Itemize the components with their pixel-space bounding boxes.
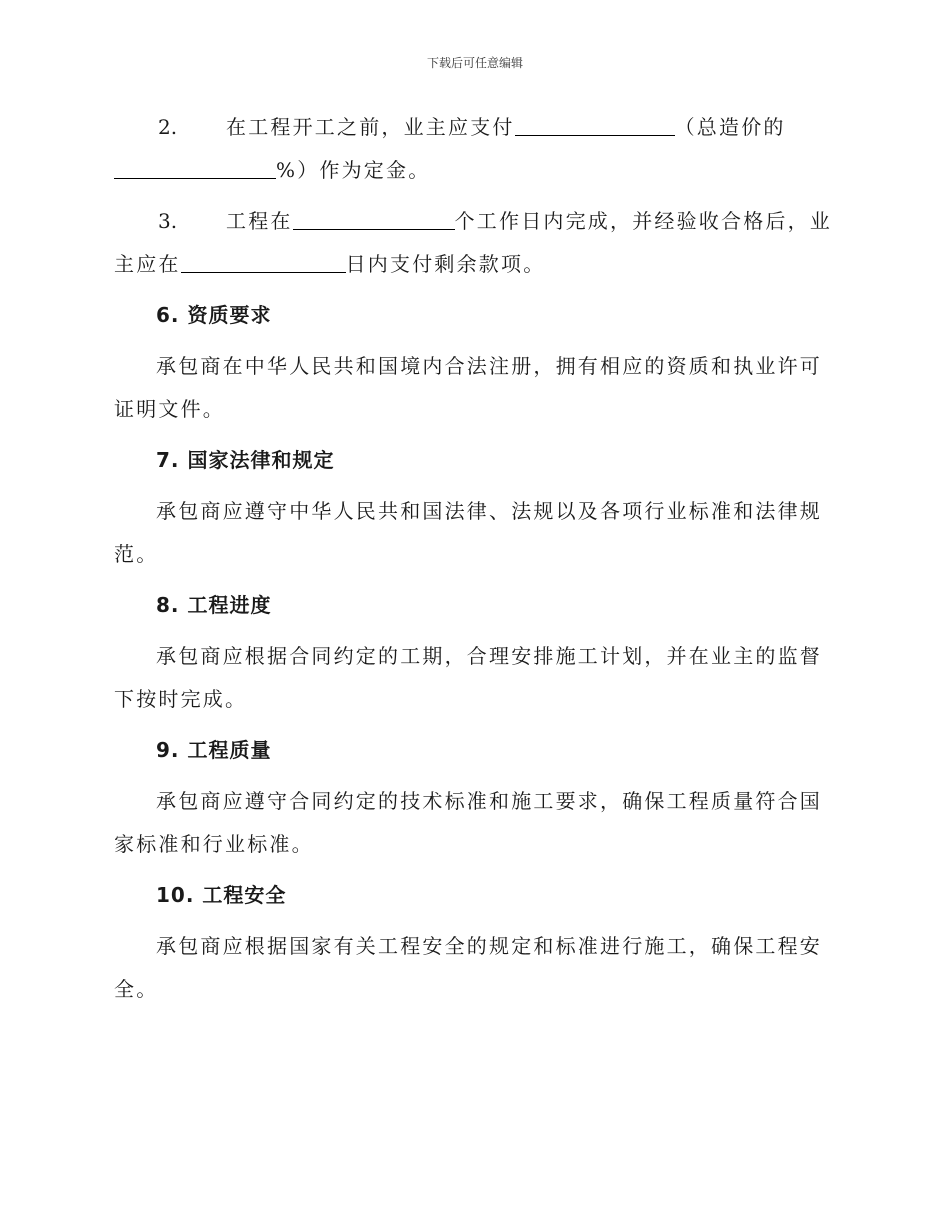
page-header: 下载后可任意编辑 (426, 56, 523, 70)
clause-text: 个工作日内完成，并经验收合格后，业主应在 (114, 209, 833, 276)
blank-payment-days (181, 252, 346, 273)
section-heading: 6. 资质要求 (156, 303, 272, 327)
clause-number: 3. (158, 209, 178, 233)
clause-2 (114, 106, 834, 192)
section-body: 承包商应遵守合同约定的技术标准和施工要求，确保工程质量符合国家标准和行业标准。 (114, 789, 822, 856)
section-heading: 8. 工程进度 (156, 593, 272, 617)
section-heading: 10. 工程安全 (156, 883, 287, 907)
section-heading: 7. 国家法律和规定 (156, 448, 335, 472)
section-body: 承包商应根据国家有关工程安全的规定和标准进行施工，确保工程安全。 (114, 934, 822, 1001)
clause-text: 日内支付剩余款项。 (345, 252, 546, 276)
blank-deposit-amount (515, 115, 675, 136)
document-body (114, 106, 834, 1019)
blank-deposit-percent (114, 158, 276, 179)
clause-text: 工程在 (226, 209, 293, 233)
section-body: 承包商在中华人民共和国境内合法注册，拥有相应的资质和执业许可证明文件。 (114, 354, 822, 421)
clause-number: 2. (158, 115, 178, 139)
blank-working-days (293, 209, 455, 230)
clause-3 (114, 200, 834, 286)
clause-text: （总造价的 (674, 115, 786, 139)
clause-text: %）作为定金。 (276, 158, 431, 182)
section-heading: 9. 工程质量 (156, 738, 272, 762)
section-body: 承包商应遵守中华人民共和国法律、法规以及各项行业标准和法律规范。 (114, 499, 822, 566)
clause-text: 在工程开工之前，业主应支付 (226, 115, 515, 139)
section-body: 承包商应根据合同约定的工期，合理安排施工计划，并在业主的监督下按时完成。 (114, 644, 822, 711)
